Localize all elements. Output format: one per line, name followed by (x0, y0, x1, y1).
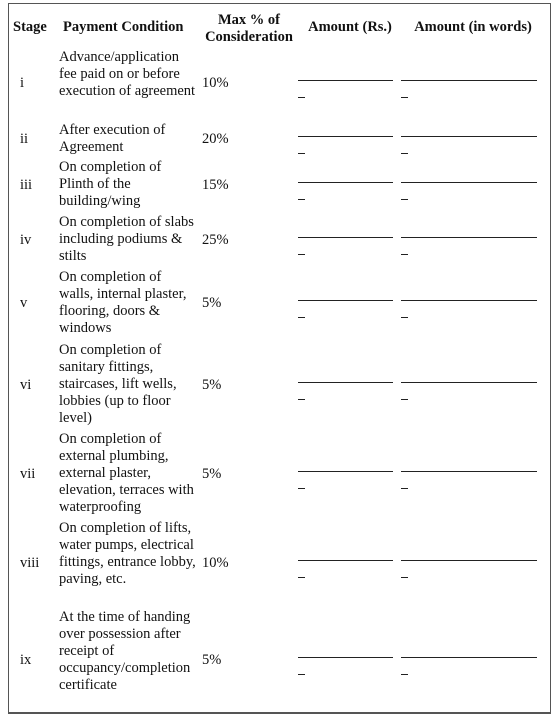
table-row (9, 609, 550, 713)
amount-blank[interactable] (298, 657, 393, 658)
table-row (9, 122, 550, 158)
max-percent-cell: 5% (202, 652, 222, 668)
amount-words-blank[interactable] (401, 300, 537, 301)
stage-cell: ix (20, 652, 32, 668)
header-max-percent: Max % of Consideration (205, 12, 293, 45)
max-percent-cell: 5% (202, 377, 222, 393)
amount-words-blank[interactable] (401, 136, 537, 137)
amount-words-blank-continuation (401, 577, 408, 578)
payment-condition-cell: On completion of lifts, water pumps, electrical fittings, entrance lobby, paving, etc. (59, 520, 196, 587)
payment-condition-cell: On completion of walls, internal plaster, flooring, doors & windows (59, 269, 187, 336)
amount-words-blank-continuation (401, 399, 408, 400)
stage-cell: vii (20, 466, 36, 482)
amount-words-blank-continuation (401, 97, 408, 98)
max-percent-cell: 20% (202, 131, 229, 147)
table-bottom-border (8, 712, 551, 713)
table-header (9, 4, 550, 46)
amount-words-blank[interactable] (401, 237, 537, 238)
stage-cell: vi (20, 377, 32, 393)
payment-schedule-table (8, 3, 551, 714)
amount-blank-continuation (298, 97, 305, 98)
payment-condition-cell: At the time of handing over possession after receipt of occupancy/completion certificate (59, 609, 191, 693)
payment-condition-cell: On completion of slabs including podiums & stilts (59, 214, 194, 264)
amount-words-blank-continuation (401, 254, 408, 255)
table-row (9, 269, 550, 339)
amount-words-blank[interactable] (401, 560, 537, 561)
max-percent-cell: 15% (202, 177, 229, 193)
table-row (9, 342, 550, 430)
header-payment-condition: Payment Condition (63, 19, 184, 35)
amount-words-blank[interactable] (401, 182, 537, 183)
amount-blank[interactable] (298, 237, 393, 238)
amount-blank-continuation (298, 153, 305, 154)
table-row (9, 49, 550, 119)
amount-blank-continuation (298, 399, 305, 400)
header-stage: Stage (13, 19, 47, 35)
max-percent-cell: 25% (202, 232, 229, 248)
amount-blank-continuation (298, 317, 305, 318)
amount-words-blank-continuation (401, 674, 408, 675)
amount-blank[interactable] (298, 136, 393, 137)
amount-words-blank-continuation (401, 153, 408, 154)
header-amount-words: Amount (in words) (414, 19, 532, 35)
amount-words-blank[interactable] (401, 471, 537, 472)
amount-words-blank-continuation (401, 199, 408, 200)
amount-blank-continuation (298, 577, 305, 578)
payment-condition-cell: After execution of Agreement (59, 122, 166, 155)
table-row (9, 431, 550, 519)
amount-blank[interactable] (298, 182, 393, 183)
header-amount: Amount (Rs.) (308, 19, 392, 35)
max-percent-cell: 5% (202, 466, 222, 482)
amount-words-blank-continuation (401, 488, 408, 489)
payment-condition-cell: On completion of Plinth of the building/wing (59, 159, 162, 209)
payment-condition-cell: On completion of external plumbing, external plaster, elevation, terraces with waterproofing (59, 431, 194, 515)
amount-blank[interactable] (298, 471, 393, 472)
max-percent-cell: 10% (202, 555, 229, 571)
amount-blank-continuation (298, 199, 305, 200)
amount-blank[interactable] (298, 560, 393, 561)
amount-blank-continuation (298, 254, 305, 255)
amount-blank-continuation (298, 674, 305, 675)
amount-words-blank-continuation (401, 317, 408, 318)
amount-words-blank[interactable] (401, 80, 537, 81)
table-row (9, 214, 550, 268)
amount-blank[interactable] (298, 300, 393, 301)
table-row (9, 159, 550, 213)
amount-words-blank[interactable] (401, 657, 537, 658)
amount-blank-continuation (298, 488, 305, 489)
stage-cell: iv (20, 232, 32, 248)
max-percent-cell: 10% (202, 75, 229, 91)
max-percent-cell: 5% (202, 295, 222, 311)
stage-cell: iii (20, 177, 33, 193)
stage-cell: i (20, 75, 25, 91)
amount-words-blank[interactable] (401, 382, 537, 383)
payment-condition-cell: On completion of sanitary fittings, staircases, lift wells, lobbies (up to floor level) (59, 342, 177, 426)
payment-condition-cell: Advance/application fee paid on or before execution of agreement (59, 49, 196, 99)
table-row (9, 520, 550, 608)
stage-cell: v (20, 295, 28, 311)
amount-blank[interactable] (298, 80, 393, 81)
amount-blank[interactable] (298, 382, 393, 383)
stage-cell: ii (20, 131, 29, 147)
stage-cell: viii (20, 555, 40, 571)
